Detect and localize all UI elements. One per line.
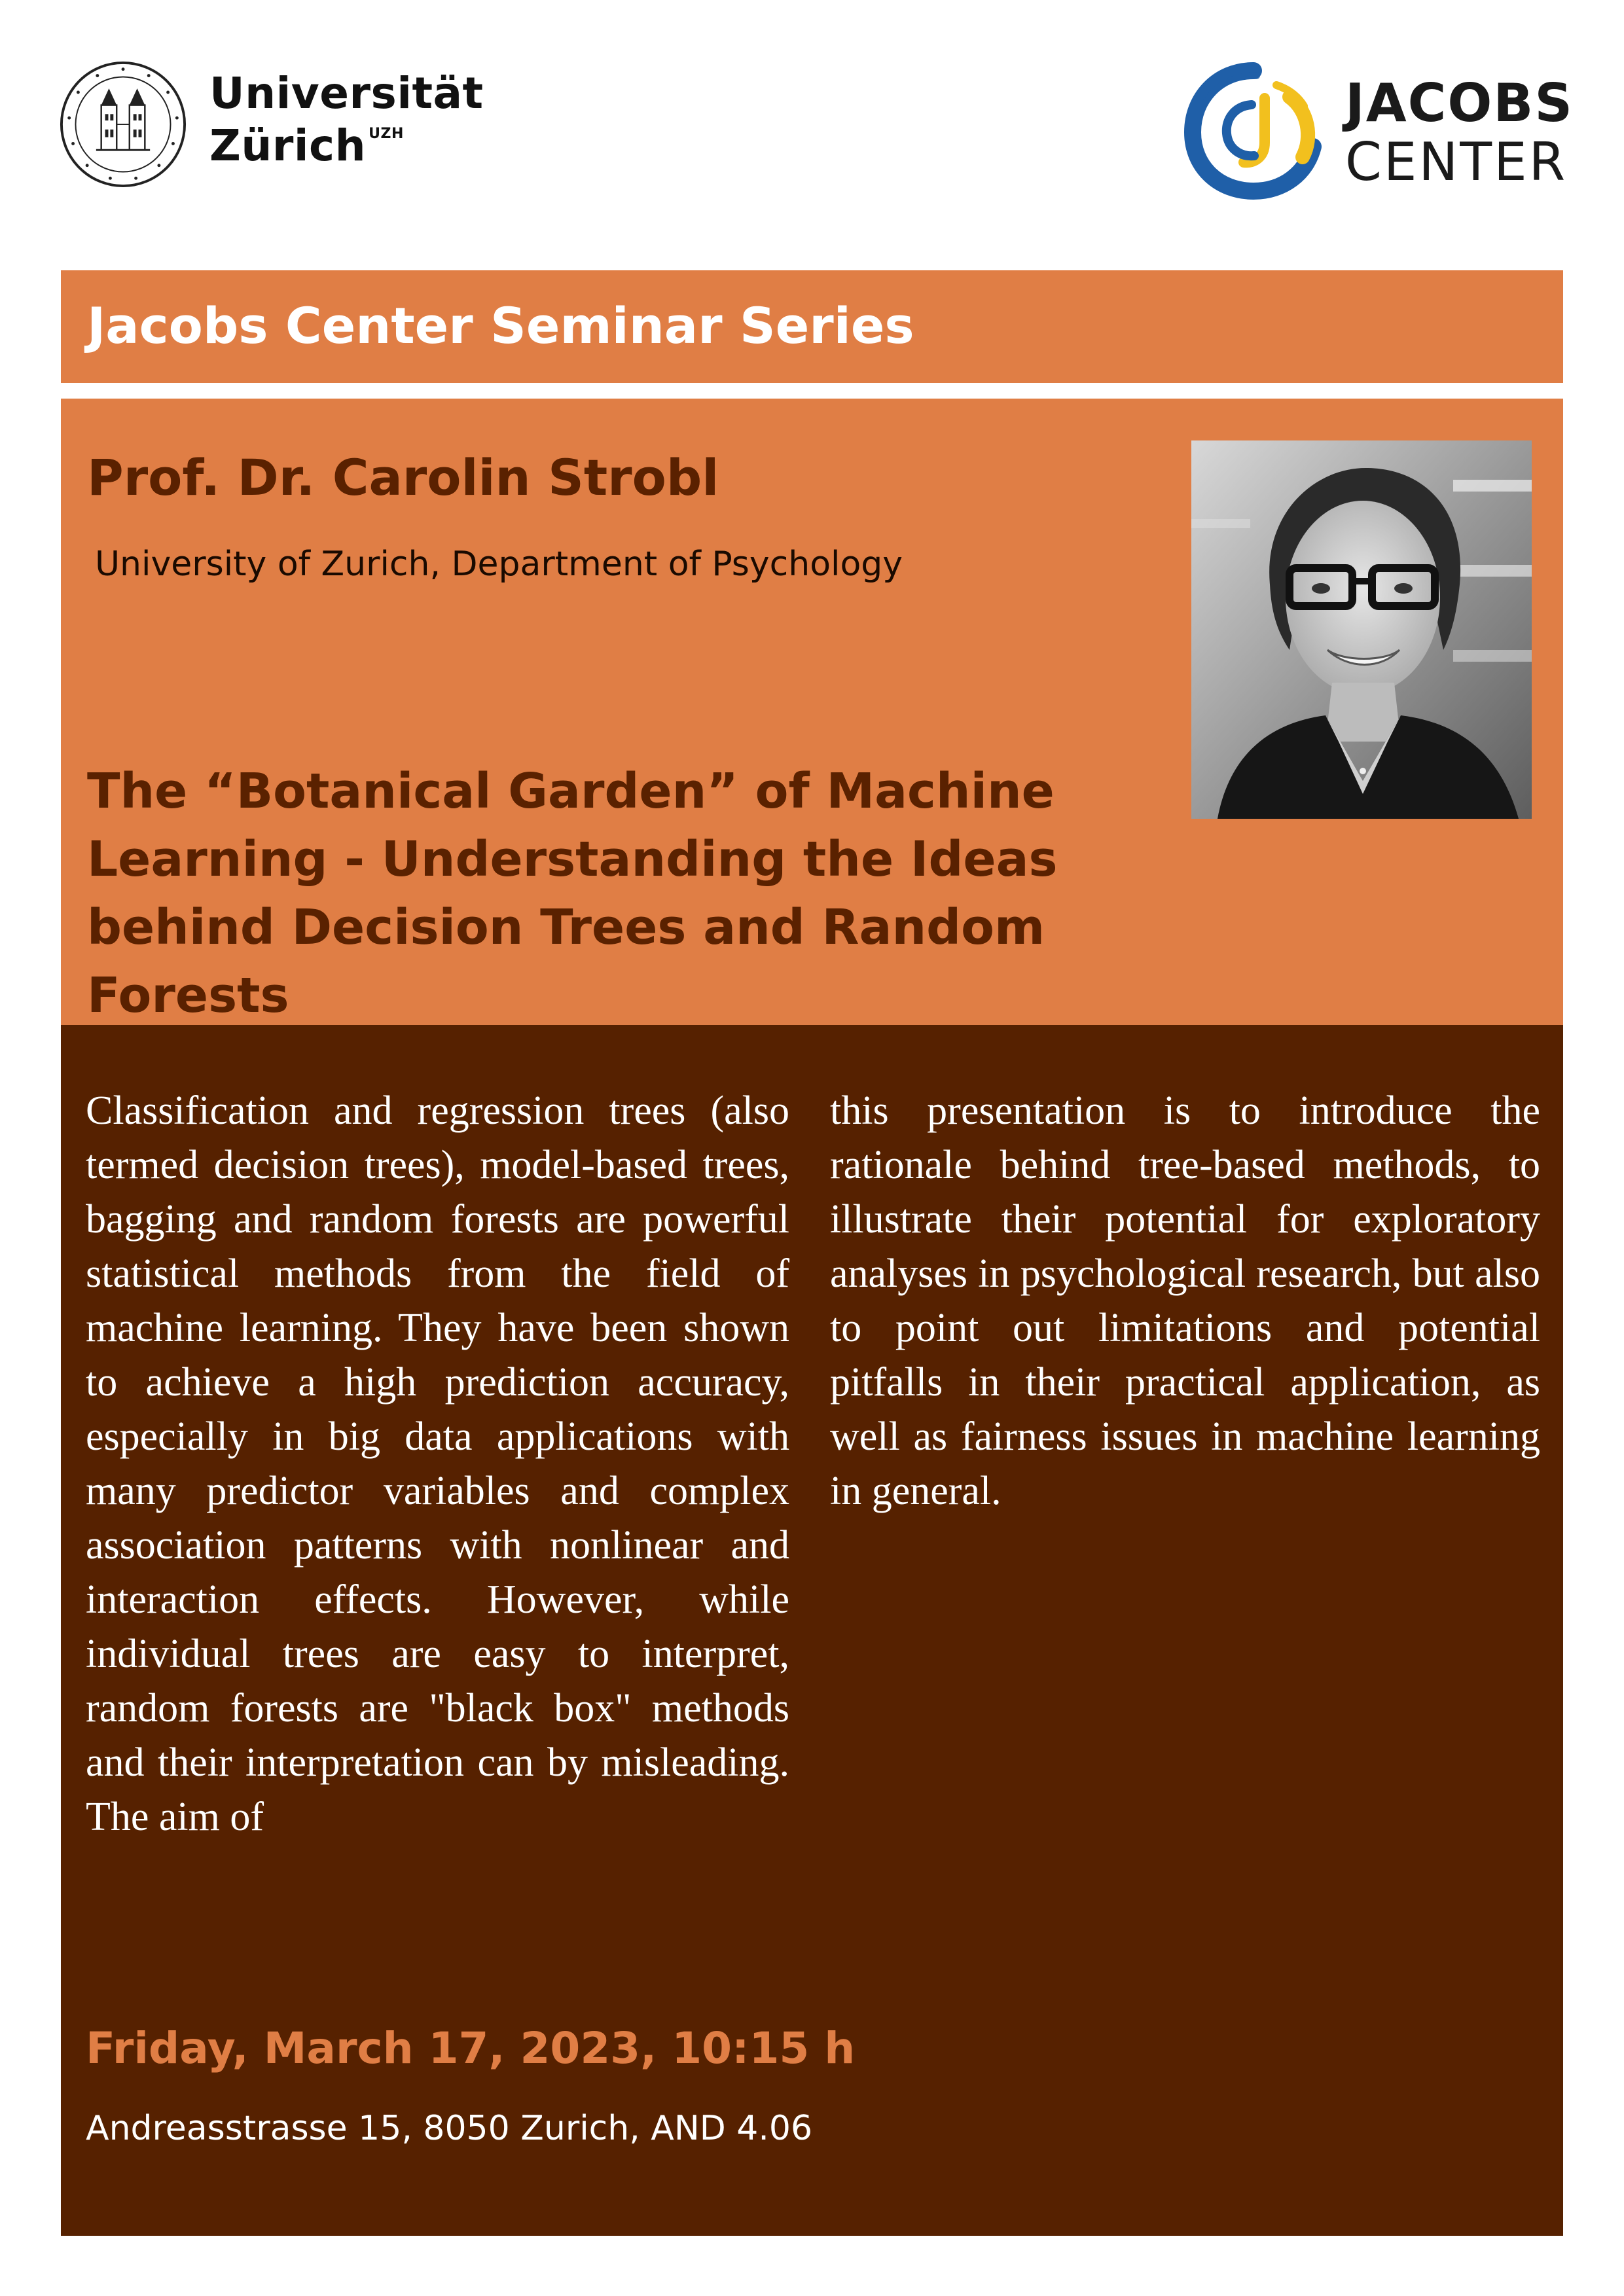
uzh-seal-icon: [59, 60, 187, 188]
uzh-logo: [59, 60, 484, 191]
speaker-name: Prof. Dr. Carolin Strobl: [87, 448, 719, 507]
uzh-city: Zürich: [209, 120, 367, 171]
uzh-name-line1: Universität: [209, 68, 484, 118]
jacobs-line2: CENTER: [1345, 132, 1568, 192]
jacobs-line1: JACOBS: [1345, 73, 1574, 134]
abstract-column-right: this presentation is to introduce the rationale behind tree-based methods, to illustrate their potential for exploratory analyses in psychological research, but also to point out limitations and potential pitfalls in their practical application, as well as fairness issues in machine learning in general.: [830, 1088, 1540, 1513]
divider: [61, 383, 1563, 391]
speaker-affiliation: University of Zurich, Department of Psychology: [95, 545, 903, 584]
abstract-section: [61, 1025, 1563, 2236]
event-location: Andreasstrasse 15, 8050 Zurich, AND 4.06: [86, 2109, 813, 2148]
series-title: Jacobs Center Seminar Series: [87, 296, 914, 355]
event-date: Friday, March 17, 2023, 10:15 h: [86, 2023, 856, 2073]
uzh-superscript: UZH: [369, 126, 404, 142]
jacobs-center-logo: [1178, 59, 1574, 203]
abstract-column-left: Classification and regression trees (also termed decision trees), model-based trees, bagging and random forests are powerful statistical methods from the field of machine learning. They have been shown to achieve a high prediction accuracy, especially in big data applications with many predictor variables and complex association patterns with nonlinear and interaction effects. However, while individual trees are easy to interpret, random forests are "black box" methods and their interpretation can by misleading. The aim of: [86, 1088, 789, 1839]
speaker-section: [61, 399, 1563, 1025]
jacobs-center-mark-icon: [1178, 59, 1329, 203]
talk-title: The “Botanical Garden” of Machine Learning - Understanding the Ideas behind Decision Trees and Random Forests: [87, 763, 1058, 1024]
series-banner: [61, 270, 1563, 383]
uzh-name-line2: [209, 120, 484, 171]
speaker-photo: [1191, 440, 1532, 819]
